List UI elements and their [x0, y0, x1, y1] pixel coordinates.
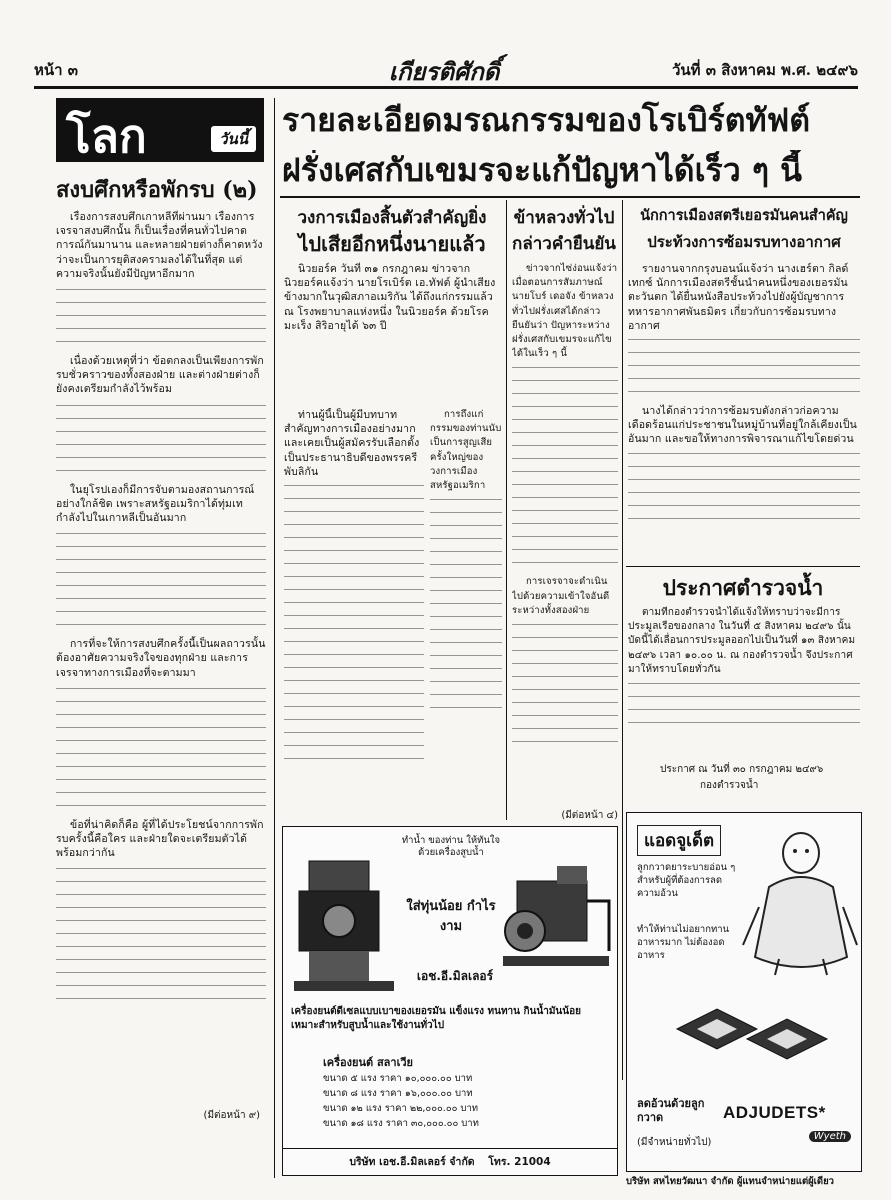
price-item: ขนาด ๑๘ แรง ราคา ๓๐,๐๐๐.๐๐ บาท	[323, 1118, 479, 1129]
column-divider	[274, 98, 275, 1178]
notice-paragraph: ตามที่กองตำรวจน้ำได้แจ้งให้ทราบว่าจะมีการประมูลเรือของกลาง ในวันที่ ๕ สิงหาคม ๒๔๙๖ นั้น บัดนี้ได้เลื่อนการประมูลออกไปเป็นวันที่ ๑๓ สิงหาคม ๒๔๙๖ เวลา ๑๐.๐๐ น. ณ กองตำรวจน้ำ จึงประกาศมาให้ทราบโดยทั่วกัน	[628, 607, 856, 675]
left-paragraph: เรื่องการสงบศึกเกาหลีที่ผ่านมา เรื่องการเจรจาสงบศึกนั้น ก็เป็นเรื่องที่คนทั่วไปคาดการณ์กันมานาน และหลายฝ่ายต่างก็คาดหวังว่าจะเป็นการยุติสงครามลงได้ในที่สุด แต่ความจริงนั้นยังมีปัญหาอีกมาก	[56, 211, 263, 280]
adjudets-ad	[626, 812, 862, 1172]
machine-footer	[283, 1148, 617, 1175]
taft-body-col2	[430, 408, 502, 818]
adjudets-asterisk: *	[818, 1103, 826, 1122]
typhoon-paragraph: นางได้กล่าวว่าการซ้อมรบดังกล่าวก่อความเดือดร้อนแก่ประชาชนในหมู่บ้านที่อยู่ใกล้เคียงเป็นอันมาก และขอให้ทางการพิจารณาแก้ไขโดยด่วน	[628, 405, 857, 446]
cambodia-title-1: ข้าหลวงทั่วไป	[513, 208, 615, 228]
banner-rule	[280, 196, 860, 198]
left-text-lines	[56, 688, 266, 806]
banner-line-2: ฝรั่งเศสกับเขมรจะแก้ปัญหาได้เร็ว ๆ นี้	[282, 151, 803, 189]
left-continued: (มีต่อหน้า ๙)	[203, 1110, 260, 1121]
typhoon-title-2: ประท้วงการซ้อมรบทางอากาศ	[647, 233, 841, 251]
machine-engine-label: เครื่องยนต์ สลาเวีย	[323, 1056, 413, 1069]
column-divider	[622, 200, 623, 1080]
notice-title: ประกาศตำรวจน้ำ	[662, 575, 824, 600]
column-logo-sub: วันนี้	[211, 126, 256, 152]
page-header	[34, 52, 858, 84]
cambodia-title-2: กล่าวคำยืนยัน	[512, 234, 616, 254]
cambodia-continued: (มีต่อหน้า ๔)	[561, 810, 618, 821]
price-item: ขนาด ๕ แรง ราคา ๑๐,๐๐๐.๐๐ บาท	[323, 1073, 473, 1084]
notice-date: ประกาศ ณ วันที่ ๓๐ กรกฎาคม ๒๔๙๖	[660, 764, 824, 775]
cambodia-body	[512, 262, 618, 807]
adjudets-slogan: ลดอ้วนด้วยลูกกวาด	[637, 1097, 705, 1124]
engine-illustration	[497, 861, 615, 991]
adjudets-text-mid: ทำให้ท่านไม่อยากทานอาหารมาก ไม่ต้องอดอาหาร	[637, 924, 730, 961]
left-article-body	[56, 210, 266, 1100]
issue-date: วันที่ ๓ สิงหาคม พ.ศ. ๒๔๙๖	[671, 61, 858, 79]
left-text-lines	[56, 868, 266, 999]
left-text-lines	[56, 405, 266, 471]
notice-text-lines	[628, 683, 860, 723]
machine-description: เครื่องยนต์ดีเซลแบบเบาของเยอรมัน แข็งแรง ทนทาน กินน้ำมันน้อย เหมาะสำหรับสูบน้ำและใช้งานทั่วไป	[291, 1006, 581, 1031]
taft-paragraph: การถึงแก่กรรมของท่านนับเป็นการสูญเสียครั้งใหญ่ของวงการเมืองสหรัฐอเมริกา	[430, 409, 502, 492]
notice-body	[628, 606, 860, 756]
masthead: เกียรติศักดิ์	[388, 57, 500, 84]
taft-body-col1	[284, 408, 424, 818]
left-text-lines	[56, 533, 266, 625]
taft-paragraph: ท่านผู้นี้เป็นผู้มีบทบาทสำคัญทางการเมืองอย่างมาก และเคยเป็นผู้สมัครรับเลือกตั้งเป็นประธานาธิบดีของพรรครีพับลิกัน	[284, 409, 420, 478]
machine-brand: เอช.อี.มิลเลอร์	[416, 969, 494, 983]
notice-signature: กองตำรวจน้ำ	[700, 780, 759, 791]
typhoon-body	[628, 262, 860, 562]
typhoon-paragraph: รายงานจากกรุงบอนน์แจ้งว่า นางเฮร์ตา กิลด์ เทกซ์ นักการเมืองสตรีชั้นนำคนหนึ่งของเยอรมันตะวันตก ได้ยื่นหนังสือประท้วงไปยังผู้บัญชาการทหารอากาศพันธมิตร เกี่ยวกับการซ้อมรบทางอากาศ	[628, 263, 849, 332]
adjudets-brand-en-text: ADJUDETS	[723, 1103, 819, 1122]
typhoon-text-lines	[628, 453, 860, 519]
column-logo-main: โลก	[66, 109, 147, 162]
cambodia-text-lines	[512, 367, 618, 563]
adjudets-brand-thai: แอดจูเด็ต	[637, 825, 721, 856]
left-paragraph: ข้อที่น่าคิดก็คือ ผู้ที่ได้ประโยชน์จากการพักรบครั้งนี้คือใคร และฝ่ายใดจะเตรียมตัวได้พร้อมกว่ากัน	[56, 818, 264, 860]
taft-body-top	[284, 262, 500, 402]
banner-line-1: รายละเอียดมรณกรรมของโรเบิร์ตทัฟต์	[282, 101, 811, 139]
column-divider	[506, 200, 507, 820]
pump-illustration	[289, 851, 399, 1001]
left-paragraph: ในยุโรปเองก็มีการจับตามองสถานการณ์อย่างใกล้ชิด เพราะสหรัฐอเมริกาได้ทุ่มเทกำลังไปในเกาหลีเป็นอันมาก	[56, 483, 255, 525]
machine-ad	[282, 826, 618, 1176]
left-paragraph: การที่จะให้การสงบศึกครั้งนี้เป็นผลถาวรนั้น ต้องอาศัยความจริงใจของทุกฝ่าย และการเจรจาทางการเมืองที่จะตามมา	[56, 638, 266, 679]
cambodia-paragraph: ข่าวจากไซ่ง่อนแจ้งว่า เมื่อตอนการสัมภาษณ์ นายโบร์ เดอจัง ข้าหลวงทั่วไปฝรั่งเศสได้กล่าวยืนยันว่า ปัญหาระหว่างฝรั่งเศสกับเขมรจะแก้ไขได้ในเร็ว ๆ นี้	[512, 263, 618, 360]
typhoon-title-1: นักการเมืองสตรีเยอรมันคนสำคัญ	[640, 207, 848, 224]
price-item: ขนาด ๘ แรง ราคา ๑๖,๐๐๐.๐๐ บาท	[323, 1088, 473, 1099]
page-number: หน้า ๓	[34, 61, 79, 79]
taft-text-lines	[430, 499, 502, 708]
cambodia-text-lines	[512, 624, 618, 742]
taft-paragraph: นิวยอร์ค วันที่ ๓๑ กรกฎาคม ข่าวจากนิวยอร์คแจ้งว่า นายโรเบิร์ต เอ.ทัฟต์ ผู้นำเสียงข้างมากในวุฒิสภาอเมริกัน ได้ถึงแก่กรรมแล้ว ณ โรงพยาบาลแห่งหนึ่ง ในนิวยอร์ค ด้วยโรคมะเร็ง สิริอายุได้ ๖๓ ปี	[284, 263, 496, 332]
adjudets-illustration	[739, 827, 859, 977]
column-logo	[56, 98, 264, 162]
machine-footer-phone: โทร. 21004	[488, 1156, 551, 1168]
typhoon-text-lines	[628, 339, 860, 392]
header-rule	[34, 86, 858, 89]
taft-title-1: วงการเมืองสิ้นตัวสำคัญยิ่ง	[297, 208, 487, 228]
machine-tagline: ทำน้ำ ของท่าน ให้ทันใจด้วยเครื่องสูบน้ำ	[401, 835, 501, 858]
section-rule	[626, 566, 860, 567]
adjudets-footer: บริษัท สหไทยวัฒนา จำกัด ผู้แทนจำหน่ายแต่ผู้เดียว	[626, 1176, 834, 1187]
left-text-lines	[56, 289, 266, 342]
adjudets-candy-boxes	[667, 999, 837, 1079]
taft-text-lines	[284, 485, 424, 759]
price-item: ขนาด ๑๒ แรง ราคา ๒๒,๐๐๐.๐๐ บาท	[323, 1103, 479, 1114]
left-article-title: สงบศึกหรือพักรบ (๒)	[56, 177, 258, 203]
adjudets-text-top: ลูกกวาดยาระบายอ่อน ๆ สำหรับผู้ที่ต้องการลดความอ้วน	[637, 862, 736, 899]
adjudets-brand-en	[723, 1103, 826, 1123]
adjudets-maker: Wyeth	[809, 1131, 851, 1142]
machine-price-list	[323, 1071, 613, 1131]
left-paragraph: เนื่องด้วยเหตุที่ว่า ข้อตกลงเป็นเพียงการพักรบชั่วคราวของทั้งสองฝ่าย และต่างฝ่ายต่างก็ยังคงเตรียมกำลังไว้พร้อม	[56, 355, 264, 396]
cambodia-paragraph: การเจรจาจะดำเนินไปด้วยความเข้าใจอันดีระหว่างทั้งสองฝ่าย	[512, 576, 610, 616]
machine-footer-company: บริษัท เอช.อี.มิลเลอร์ จำกัด	[349, 1156, 475, 1168]
taft-title-2: ไปเสียอีกหนึ่งนายแล้ว	[298, 232, 486, 256]
machine-headline: ใส่ทุ่นน้อย กำไรงาม	[406, 899, 496, 934]
adjudets-text-bottom: (มีจำหน่ายทั่วไป)	[637, 1137, 712, 1148]
